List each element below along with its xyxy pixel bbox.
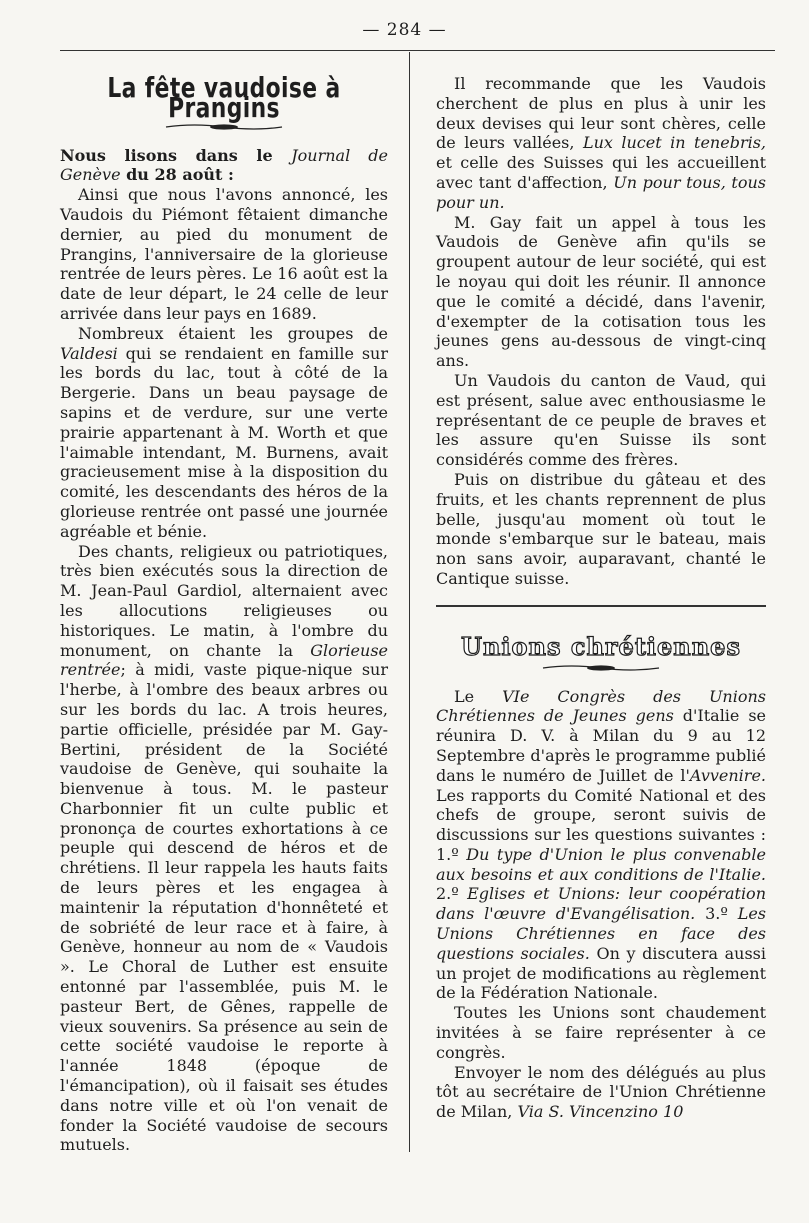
s1-text-f: On y discutera aussi un projet de modifications au règlement de la Fédération Nationale. <box>436 943 766 1003</box>
paragraph-2-text-a: Nombreux étaient les groupes de <box>78 323 388 343</box>
s1-text-b: d'Italie se réunira D. V. à Milan du 9 au 12 Septembre d'après le programme publié dans le numéro de Juillet de l' <box>436 706 766 785</box>
left-column <box>60 70 388 1155</box>
section-title: Unions chrétiennes <box>461 631 741 661</box>
section-ornament <box>541 663 661 673</box>
right-paragraph-4: Puis on distribue du gâteau et des fruits, et les chants reprennent de plus belle, jusqu'au moment où tout le monde s'embarque sur le bateau, mais non sans avoir, auparavant, chanté le Cantique suisse. <box>436 469 766 588</box>
journal-name: Journal de Genève <box>60 145 388 185</box>
s1-text-a: Le <box>454 686 503 706</box>
paragraph-2-text-b: qui se rendaient en famille sur les bords du lac, tout à côté de la Bergerie. Dans un beau paysage de sapins et de verdure, sur une verte prairie appartenant à M. Worth et que l'aimable intendant, M. Burnens, avait gracieusement mise à la disposition du comité, les descendants des héros de la glorieuse rentrée ont passé une journée agréable et bénie. <box>60 343 388 541</box>
right-paragraph-1 <box>436 74 766 213</box>
unions-paragraph-3 <box>436 1063 766 1122</box>
question-1: Du type d'Union le plus convenable aux besoins et aux conditions de l'Italie. <box>436 844 767 884</box>
right-paragraph-2: M. Gay fait un appel à tous les Vaudois de Genève afin qu'ils se groupent autour de leur société, qui est le noyau qui doit les réunir. Il annonce que le comité a décidé, dans l'avenir, d'exempter de la cotisation tous les jeunes gens au-dessous de vingt-cinq ans. <box>436 212 766 371</box>
right-column <box>436 74 766 1122</box>
question-3: Les Unions Chrétiennes en face des questions sociales. <box>436 904 766 963</box>
paragraph-1: Ainsi que nous l'avons annoncé, les Vaudois du Piémont fêtaient dimanche dernier, au pied du monument de Prangins, l'anniversaire de la glorieuse rentrée de leurs pères. Le 16 août est la date de leur départ, le 24 celle de leur arrivée dans leur pays en 1689. <box>60 185 388 323</box>
paragraph-2 <box>60 324 388 542</box>
paragraph-3 <box>60 542 388 1156</box>
page-number: — 284 — <box>362 20 447 40</box>
s1-text-d: 2.º <box>436 884 468 904</box>
article-title: La fête vaudoise à Prangins <box>107 71 341 124</box>
s1-text-e: 3.º <box>695 904 738 924</box>
motto-un-pour-tous: Un pour tous, tous pour un. <box>436 172 767 212</box>
right-paragraph-3: Un Vaudois du canton de Vaud, qui est présent, salue avec enthousiasme le représentant de ce peuple de braves et les assure qu'en Suisse ils sont considérés comme des frères. <box>436 370 766 470</box>
paragraph-3-text-a: Des chants, religieux ou patriotiques, très bien exécutés sous la direction de M. Jean-Paul Gardiol, alternaient avec les allocutions religieuses ou historiques. Le matin, à l'ombre du monument, on chante la <box>60 541 388 660</box>
milan-address: Via S. Vincenzino 10 <box>517 1102 684 1122</box>
s3-text-a: Envoyer le nom des délégués au plus tôt au secrétaire de l'Union Chrétienne de Milan, <box>436 1062 766 1122</box>
s1-text-c: Les rapports du Comité National et des chefs de groupe, seront suivis de discussions sur les questions suivantes : 1.º <box>436 785 766 864</box>
unions-paragraph-2: Toutes les Unions sont chaudement invitées à se faire représenter à ce congrès. <box>436 1003 766 1062</box>
right-p1-text-b: et celle des Suisses qui les accueillent avec tant d'affection, <box>436 153 766 192</box>
column-divider <box>409 52 410 1152</box>
section-rule <box>436 605 766 607</box>
intro-paragraph <box>60 146 388 186</box>
header-rule <box>60 50 775 51</box>
intro-text: Nous lisons dans le <box>60 145 292 165</box>
question-2: Eglises et Unions: leur coopération dans l'œuvre d'Evangélisation. <box>436 884 766 924</box>
valdesi-word: Valdesi <box>60 343 118 363</box>
avvenire-name: Avvenire. <box>689 765 766 785</box>
motto-lux: Lux lucet in tenebris, <box>582 133 766 153</box>
congres-name: VIe Congrès des Unions Chrétiennes de Jeunes gens <box>436 686 767 726</box>
unions-paragraph-1 <box>436 687 766 1004</box>
intro-date: du 28 août : <box>120 165 234 185</box>
glorieuse-rentree: Glorieuse rentrée <box>60 640 388 680</box>
paragraph-3-text-b: ; à midi, vaste pique-nique sur l'herbe, à l'ombre des beaux arbres ou sur les bords du lac. A trois heures, partie officielle, présidée par M. Gay-Bertini, président de la Société vaudoise de Genève, qui souhaite la bienvenue à tous. M. le pasteur Charbonnier fit un culte public et prononça de courtes exhortations à ce peuple qui descend de héros et de chrétiens. Il leur rappela les hauts faits de leurs pères et les engagea à maintenir la réputation d'honnêteté et de sobriété de leur race et à faire, à Genève, honneur au nom de « Vaudois ». Le Choral de Luther est ensuite entonné par l'assemblée, puis M. le pasteur Bert, de Gênes, rappelle de vieux souvenirs. Sa présence au sein de cette société vaudoise le reporte à l'année 1848 (époque de l'émancipation), où il faisait ses études dans notre ville et où l'on venait de fonder la Société vaudoise de secours mutuels. <box>60 660 388 1155</box>
right-p1-text-a: Il recommande que les Vaudois cherchent de plus en plus à unir les deux devises qui leur sont chères, celle de leurs vallées, <box>436 74 766 153</box>
